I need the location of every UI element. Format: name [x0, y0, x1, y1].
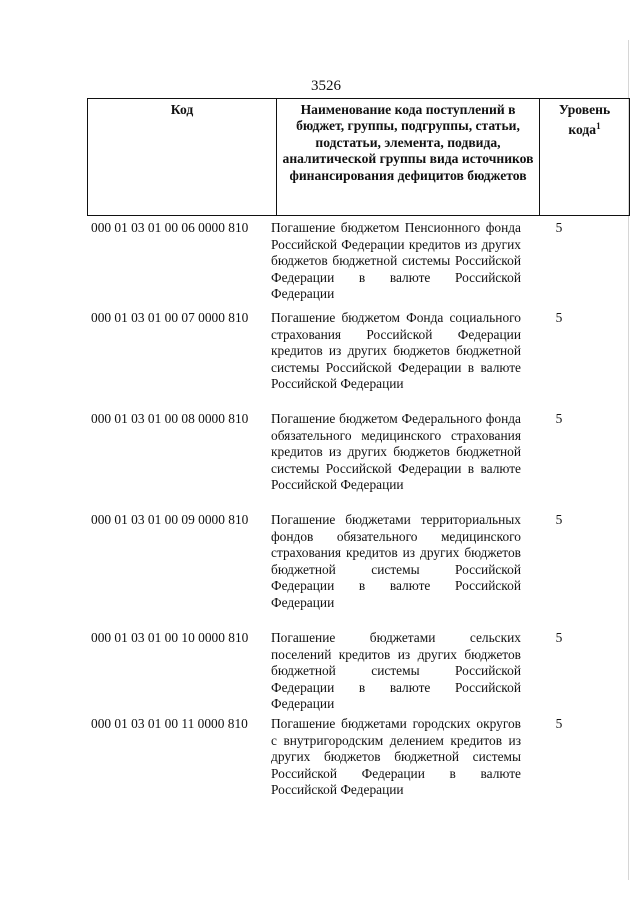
page-number: 3526 [311, 78, 341, 94]
row-description: Погашение бюджетом Фонда социального страхования Российской Федерации кредитов из других бюджетов бюджетной системы Российской Федерации в валюте Российской Федерации [271, 310, 521, 391]
row-description: Погашение бюджетом Пенсионного фонда Российской Федерации кредитов из других бюджетов бюджетной системы Российской Федерации в валюте Российской Федерации [271, 220, 521, 301]
row-code: 000 01 03 01 00 07 0000 810 [91, 310, 249, 325]
table-row [91, 411, 611, 512]
table-body [91, 220, 611, 826]
table-row [91, 310, 611, 411]
table-row [91, 630, 611, 716]
row-level: 5 [555, 411, 563, 426]
row-level: 5 [555, 716, 563, 731]
row-description: Погашение бюджетами территориальных фондов обязательного медицинского страхования кредитов из других бюджетов бюджетной системы Российской Федерации в валюте Российской Федерации [271, 512, 521, 610]
table-row [91, 512, 611, 630]
row-description: Погашение бюджетами городских округов с внутригородским делением кредитов из других бюджетов бюджетной системы Российской Федерации в валюте Российской Федерации [271, 716, 521, 797]
row-code: 000 01 03 01 00 09 0000 810 [91, 512, 249, 527]
header-code: Код [88, 99, 277, 216]
row-code: 000 01 03 01 00 10 0000 810 [91, 630, 249, 645]
table-header [87, 98, 630, 216]
row-description: Погашение бюджетами сельских поселений кредитов из других бюджетов бюджетной системы Российской Федерации в валюте Российской Федерации [271, 630, 521, 711]
table-row [91, 220, 611, 310]
row-level: 5 [555, 630, 563, 645]
row-code: 000 01 03 01 00 08 0000 810 [91, 411, 249, 426]
footnote-marker: 1 [596, 121, 601, 132]
header-name: Наименование кода поступлений в бюджет, группы, подгруппы, статьи, подстатьи, элемента, подвида, аналитической группы вида источников финансирования дефицитов бюджетов [277, 99, 540, 216]
row-level: 5 [555, 512, 563, 527]
row-description: Погашение бюджетом Федерального фонда обязательного медицинского страхования кредитов из других бюджетов бюджетной системы Российской Федерации в валюте Российской Федерации [271, 411, 521, 492]
table-row [91, 716, 611, 826]
row-level: 5 [555, 220, 563, 235]
header-level: Уровень кода$^1$ [540, 99, 630, 216]
row-code: 000 01 03 01 00 11 0000 810 [91, 716, 248, 731]
row-code: 000 01 03 01 00 06 0000 810 [91, 220, 249, 235]
row-level: 5 [555, 310, 563, 325]
